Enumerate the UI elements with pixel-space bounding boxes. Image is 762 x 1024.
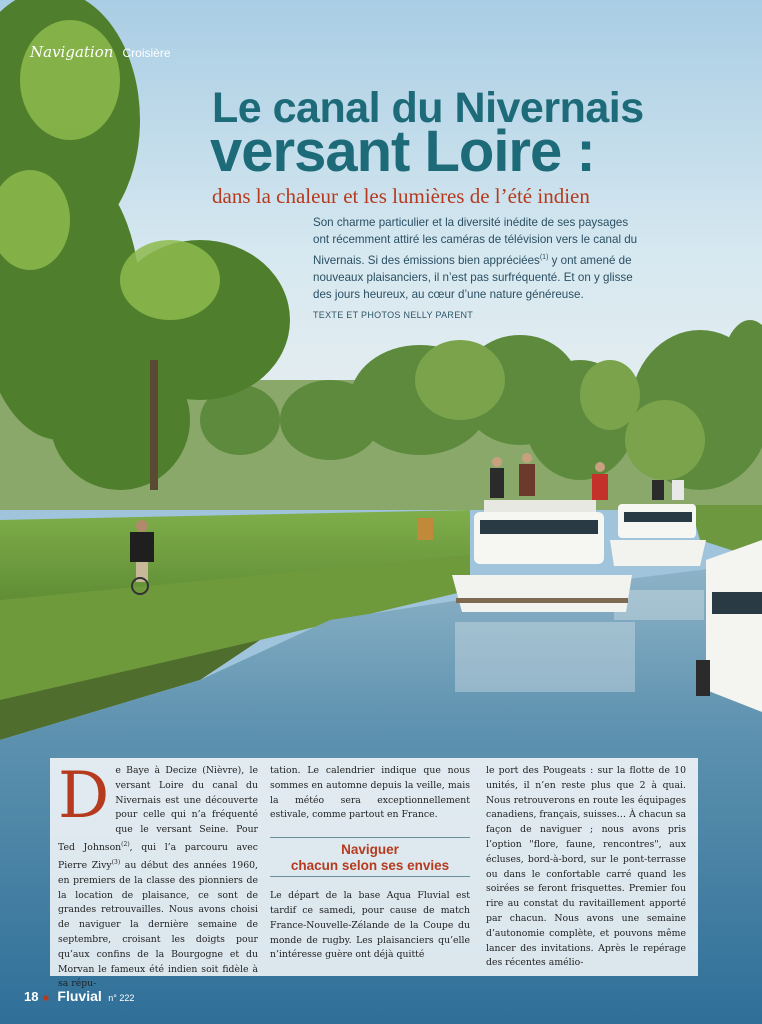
dropcap: D: [58, 759, 110, 833]
col2-text-1: tation. Le calendrier indique que nous sommes en automne depuis la veille, mais la météo sera exceptionnellement estivale, comme partout en France.: [270, 765, 470, 821]
subheading-line-2: chacun selon ses envies: [290, 858, 450, 874]
lead-paragraph: [313, 214, 643, 304]
title-line-1: Le canal du Nivernais: [212, 84, 644, 132]
credits: TEXTE ET PHOTOS NELLY PARENT: [313, 310, 474, 320]
col3-text: le port des Pougeats : sur la flotte de 10 unités, il n’en reste plus que 2 à quai. Nous retrouverons en route les équipages canadiens, français, suisses… À chacun sa façon de naviguer ; nous avons pris l’option "flore, faune, rencontres", aux écluses, bord-à-bord, sur le pont-terrasse ou dans le confortable carré quand les soirées se feront frisquettes. Premier fou rire au constat du ravitaillement apporté par chacun. Nous avons une semaine d’autonomie complète, et pouvons même lancer des invitations. Après le repérage des récentes amélio-: [486, 765, 686, 969]
section-label: Navigation: [30, 43, 114, 61]
subheading-line-1: Naviguer: [341, 842, 399, 858]
issue-number: n° 222: [108, 993, 135, 1003]
article-column-3: [486, 764, 686, 971]
bullet-icon: ■: [42, 993, 49, 1004]
title-line-2: versant Loire :: [210, 119, 595, 184]
col1-text-1: e Baye à Decize (Nièvre), le versant Loire du canal du Nivernais est une découverte pour celle qui n’a fréquenté que le versant Seine. Pour Ted Johnson: [58, 765, 258, 854]
article-column-1: [58, 759, 258, 992]
magazine-name: Fluvial: [57, 988, 102, 1004]
footnote-ref-3: (3): [111, 858, 121, 866]
col1-text-3: au début des années 1960, en premiers de la classe des pionniers de la location de plaisance, ce sont de grandes retrouvailles. Nous avons choisi de naviguer la dernière semaine de septembre, croisant les doigts pour qu’aux confins de la Bourgogne et du Morvan le fameux été indien soit fidèle à sa répu-: [58, 859, 258, 990]
article-column-2: [270, 764, 470, 963]
page-number: 18: [24, 989, 39, 1004]
page-footer: [24, 988, 134, 1006]
footnote-ref-2: (2): [121, 840, 130, 848]
article-body: [50, 758, 698, 990]
subheading: [270, 837, 470, 877]
col1-text-2: , qui l’a parcouru avec Pierre Zivy: [58, 842, 258, 871]
lead-footnote-ref: (1): [539, 253, 549, 261]
section-header: [30, 42, 171, 61]
subsection-label: Croisière: [122, 46, 171, 60]
lead-text-1: Son charme particulier et la diversité inédite de ses paysages ont récemment attiré les caméras de télévision vers le canal du Nivernais. Si des émissions bien appréciées: [313, 216, 638, 267]
subtitle: dans la chaleur et les lumières de l’été indien: [212, 184, 590, 208]
col2-text-2: Le départ de la base Aqua Fluvial est tardif ce samedi, pour cause de match France-Nouvelle-Zélande de la Coupe du monde de rugby. Les plaisanciers qu’elle n’intéresse guère ont déjà quitté: [270, 890, 470, 961]
lead-text-2: y ont amené de nouveaux plaisanciers, il n’est pas surfréquenté. Et on y glisse des jours heureux, au cœur d’une nature généreuse.: [313, 253, 633, 302]
